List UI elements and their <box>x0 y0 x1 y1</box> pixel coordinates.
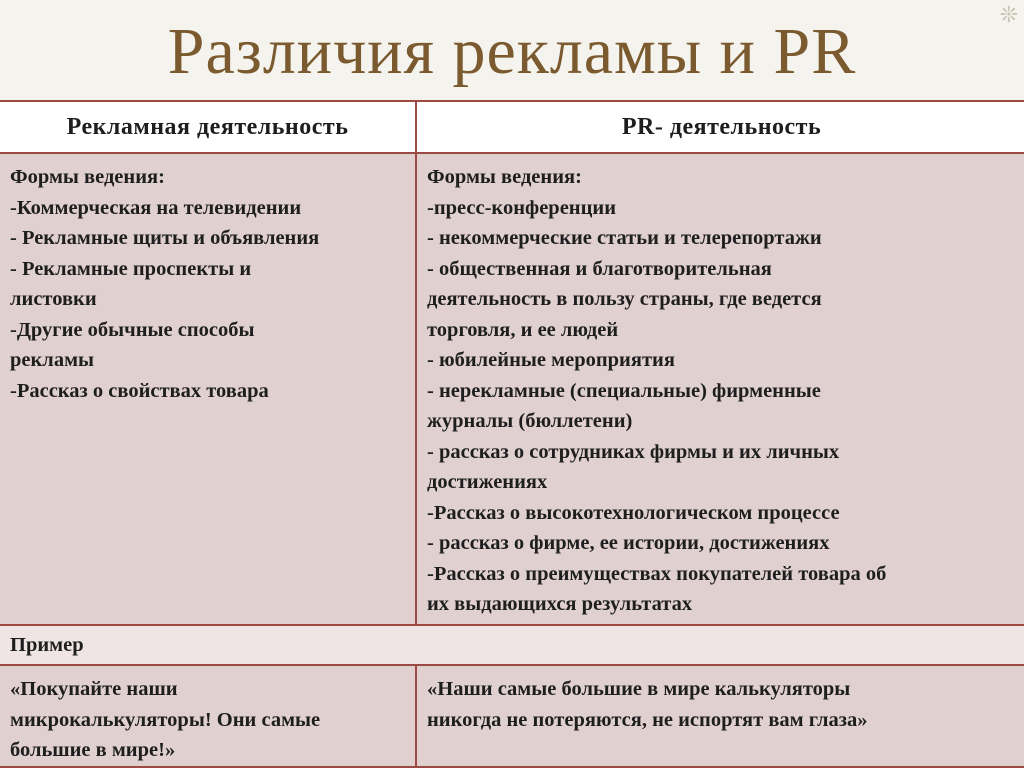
pr-example-cell <box>416 665 1024 767</box>
advertising-example-line: большие в мире!» <box>10 739 176 761</box>
decorative-corner-icon: ❊ <box>999 2 1018 27</box>
advertising-forms-line: -Коммерческая на телевидении <box>10 196 302 219</box>
example-row <box>0 665 1024 767</box>
comparison-table <box>0 100 1024 768</box>
table-header-row <box>0 101 1024 153</box>
pr-example-line: никогда не потеряются, не испортят вам глаза» <box>427 708 868 731</box>
pr-forms-line: - некоммерческие статьи и телерепортажи <box>427 227 822 249</box>
pr-forms-line: торговля, и ее людей <box>427 318 619 341</box>
slide-title: Различия рекламы и PR <box>167 15 857 88</box>
pr-forms-line: - рассказ о фирме, ее истории, достижениях <box>427 532 830 554</box>
advertising-example-cell <box>0 665 416 767</box>
advertising-forms-line: рекламы <box>10 349 95 371</box>
pr-forms-cell <box>416 153 1024 625</box>
pr-forms-line: достижениях <box>427 471 548 493</box>
pr-forms-line: - общественная и благотворительная <box>427 257 772 280</box>
pr-forms-line: - юбилейные мероприятия <box>427 349 675 371</box>
pr-forms-line: журналы (бюллетени) <box>427 410 633 432</box>
advertising-forms-line: - Рекламные щиты и объявления <box>10 227 320 249</box>
advertising-forms-line: -Другие обычные способы <box>10 318 255 341</box>
pr-forms-line: -пресс-конференции <box>427 196 617 219</box>
forms-row <box>0 153 1024 625</box>
pr-forms-line: Формы ведения: <box>427 166 582 188</box>
pr-forms-line: деятельность в пользу страны, где ведется <box>427 288 822 310</box>
header-pr: PR- деятельность <box>416 101 1024 153</box>
advertising-forms-line: Формы ведения: <box>10 166 165 188</box>
pr-forms-line: - рассказ о сотрудниках фирмы и их личных <box>427 440 840 463</box>
example-label-row <box>0 625 1024 665</box>
advertising-forms-cell <box>0 153 416 625</box>
pr-example-line: «Наши самые большие в мире калькуляторы <box>427 678 851 700</box>
advertising-forms-line: листовки <box>10 288 97 310</box>
pr-forms-line: -Рассказ о преимуществах покупателей товара об <box>427 562 887 585</box>
advertising-forms-line: - Рекламные проспекты и <box>10 257 252 280</box>
advertising-forms-line: -Рассказ о свойствах товара <box>10 379 269 402</box>
header-advertising: Рекламная деятельность <box>0 101 416 153</box>
advertising-example-line: микрокалькуляторы! Они самые <box>10 708 321 731</box>
pr-forms-line: - нерекламные (специальные) фирменные <box>427 379 821 402</box>
advertising-example-line: «Покупайте наши <box>10 678 178 700</box>
pr-forms-line: их выдающихся результатах <box>427 593 693 615</box>
pr-forms-line: -Рассказ о высокотехнологическом процессе <box>427 501 840 524</box>
example-label: Пример <box>0 625 1024 665</box>
